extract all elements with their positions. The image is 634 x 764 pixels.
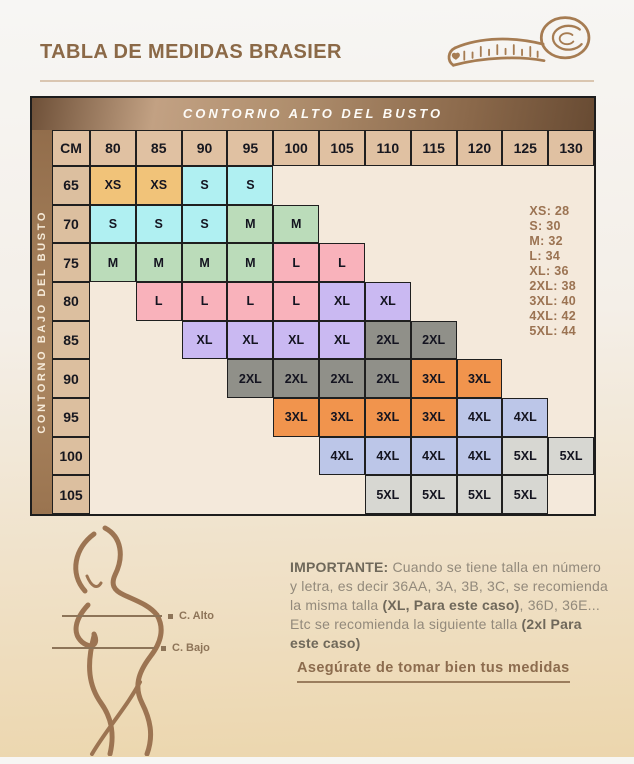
- size-cell: 3XL: [411, 359, 457, 398]
- size-cell: 5XL: [457, 475, 503, 514]
- note-segment: (2xl Para este caso): [290, 616, 582, 651]
- size-cell: L: [182, 282, 228, 321]
- size-cell: 5XL: [365, 475, 411, 514]
- legend-item: 4XL: 42: [529, 309, 576, 323]
- column-header: 100: [273, 130, 319, 166]
- note-segment: (XL, Para este caso): [382, 597, 520, 613]
- important-note: [290, 558, 612, 653]
- row-header: 95: [52, 398, 90, 437]
- column-header: 125: [502, 130, 548, 166]
- woman-silhouette-illustration: [42, 524, 202, 756]
- row-header: 75: [52, 243, 90, 282]
- row-header: 90: [52, 359, 90, 398]
- legend-item: S: 30: [529, 219, 561, 233]
- lower-bust-pointer: [52, 642, 210, 654]
- legend-item: L: 34: [529, 249, 561, 263]
- size-cell: 2XL: [227, 359, 273, 398]
- pointer-line: [62, 615, 162, 617]
- pointer-line: [52, 647, 155, 649]
- size-cell: S: [90, 205, 136, 244]
- column-header: 95: [227, 130, 273, 166]
- legend-item: 2XL: 38: [529, 279, 576, 293]
- column-header: 110: [365, 130, 411, 166]
- upper-bust-pointer: [62, 610, 214, 622]
- size-cell: XL: [365, 282, 411, 321]
- row-header: 85: [52, 321, 90, 360]
- column-header: 80: [90, 130, 136, 166]
- size-cell: 4XL: [502, 398, 548, 437]
- page-header: [0, 0, 634, 74]
- size-cell: S: [136, 205, 182, 244]
- column-header: 85: [136, 130, 182, 166]
- size-cell: XL: [319, 321, 365, 360]
- size-cell: 5XL: [502, 475, 548, 514]
- size-cell: 3XL: [319, 398, 365, 437]
- size-legend: [529, 204, 576, 339]
- size-cell: L: [319, 243, 365, 282]
- column-header: 120: [457, 130, 503, 166]
- size-cell: 4XL: [319, 437, 365, 476]
- size-cell: S: [182, 166, 228, 205]
- measure-reminder: Asegúrate de tomar bien tus medidas: [297, 660, 570, 683]
- size-cell: 5XL: [502, 437, 548, 476]
- size-cell: L: [273, 282, 319, 321]
- legend-item: XS: 28: [529, 204, 570, 218]
- unit-header: CM: [52, 130, 90, 166]
- size-cell: M: [136, 243, 182, 282]
- size-cell: 3XL: [273, 398, 319, 437]
- lower-bust-label: C. Bajo: [172, 642, 210, 654]
- size-cell: 2XL: [365, 359, 411, 398]
- size-cell: 2XL: [319, 359, 365, 398]
- size-cell: 3XL: [411, 398, 457, 437]
- measuring-tape-icon: [436, 13, 598, 79]
- pointer-square: [161, 646, 166, 651]
- legend-item: M: 32: [529, 234, 563, 248]
- size-cell: M: [227, 205, 273, 244]
- size-cell: 4XL: [457, 398, 503, 437]
- column-header: 130: [548, 130, 594, 166]
- pointer-square: [168, 614, 173, 619]
- size-cell: M: [90, 243, 136, 282]
- size-cell: M: [227, 243, 273, 282]
- size-cell: XL: [182, 321, 228, 360]
- size-cell: L: [136, 282, 182, 321]
- size-cell: XL: [319, 282, 365, 321]
- size-cell: 2XL: [411, 321, 457, 360]
- legend-item: 3XL: 40: [529, 294, 576, 308]
- size-cell: M: [273, 205, 319, 244]
- size-cell: XL: [273, 321, 319, 360]
- column-header: 90: [182, 130, 228, 166]
- upper-bust-label: C. Alto: [179, 610, 215, 622]
- note-segment: Cuando se tiene talla en número y letra, es decir 36AA, 3A, 3B, 3C, se recomienda la misma talla: [290, 559, 608, 613]
- row-header: 65: [52, 166, 90, 205]
- bottom-section: [0, 524, 634, 764]
- row-header: 70: [52, 205, 90, 244]
- note-segment: IMPORTANTE:: [290, 559, 393, 575]
- header-divider: [40, 80, 594, 82]
- column-header: 105: [319, 130, 365, 166]
- top-axis-header: CONTORNO ALTO DEL BUSTO: [32, 98, 594, 130]
- size-cell: 2XL: [273, 359, 319, 398]
- size-cell: 5XL: [548, 437, 594, 476]
- size-cell: XS: [136, 166, 182, 205]
- page-title: TABLA DE MEDIDAS BRASIER: [40, 40, 342, 63]
- size-cell: 5XL: [411, 475, 457, 514]
- size-cell: 4XL: [457, 437, 503, 476]
- size-cell: XL: [227, 321, 273, 360]
- size-cell: 3XL: [365, 398, 411, 437]
- size-table: [30, 96, 596, 516]
- size-cell: S: [227, 166, 273, 205]
- note-segment: , 36D, 36E... Etc se recomienda la siguiente talla: [290, 597, 600, 632]
- legend-item: XL: 36: [529, 264, 569, 278]
- size-cell: 4XL: [365, 437, 411, 476]
- legend-item: 5XL: 44: [529, 324, 576, 338]
- size-cell: M: [182, 243, 228, 282]
- size-cell: 2XL: [365, 321, 411, 360]
- row-header: 80: [52, 282, 90, 321]
- row-header: 100: [52, 437, 90, 476]
- size-cell: XS: [90, 166, 136, 205]
- column-header: 115: [411, 130, 457, 166]
- size-grid: [32, 130, 594, 514]
- size-cell: L: [227, 282, 273, 321]
- size-cell: S: [182, 205, 228, 244]
- size-cell: 4XL: [411, 437, 457, 476]
- size-cell: L: [273, 243, 319, 282]
- size-cell: 3XL: [457, 359, 503, 398]
- side-axis-label: CONTORNO BAJO DEL BUSTO: [36, 210, 48, 434]
- row-header: 105: [52, 475, 90, 514]
- side-axis-header: [32, 130, 52, 514]
